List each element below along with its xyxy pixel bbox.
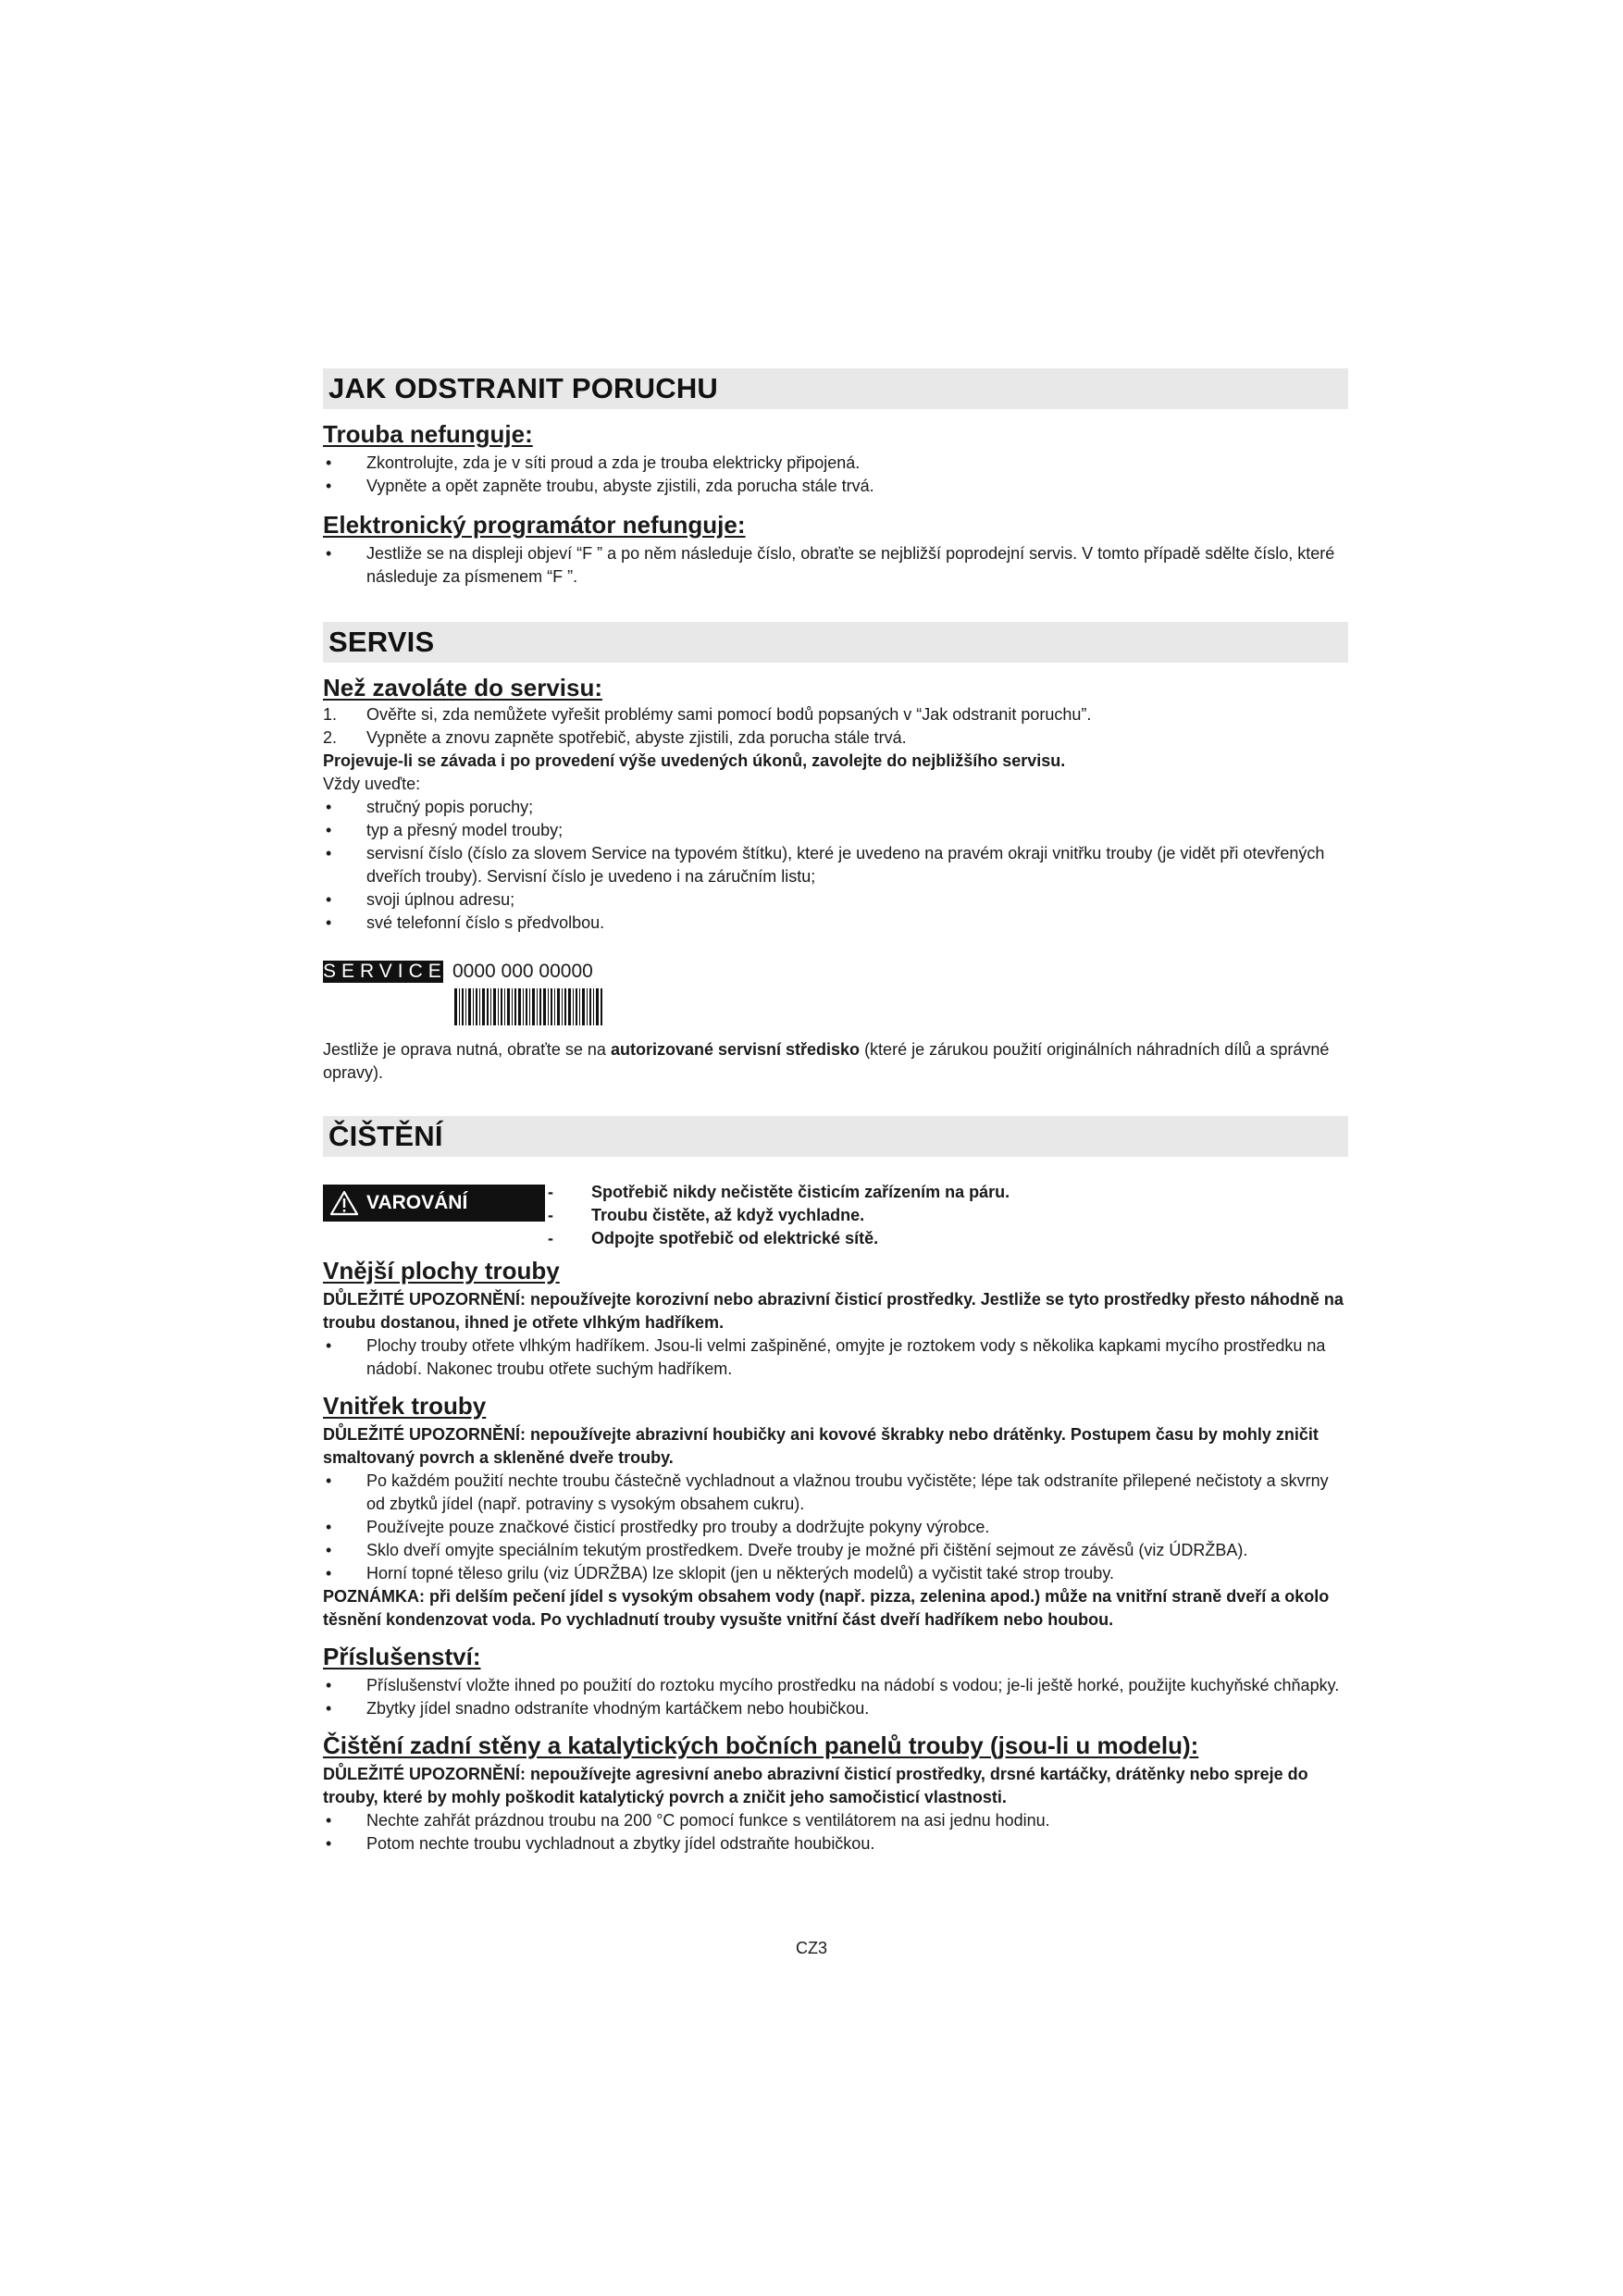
document-page <box>323 368 1348 1855</box>
list-item: • typ a přesný model trouby; <box>323 819 1348 842</box>
page-number: CZ3 <box>795 1939 827 1957</box>
warning-list <box>545 1181 1010 1250</box>
warning-label: VAROVÁNÍ <box>366 1192 468 1213</box>
heading-before-calling-service: Než zavoláte do servisu: <box>323 674 602 701</box>
exterior-important: DŮLEŽITÉ UPOZORNĚNÍ: nepoužívejte korozivní nebo abrazivní čisticí prostředky. Jestliže se tyto prostředky přesto náhodně na troubu dostanou, ihned je otřete vlhkým hadříkem. <box>323 1290 1344 1332</box>
heading-accessories: Příslušenství: <box>323 1643 481 1670</box>
warning-block <box>323 1181 1348 1255</box>
list-item: - Troubu čistěte, až když vychladne. <box>545 1204 1010 1227</box>
heading-oven-not-working: Trouba nefunguje: <box>323 420 533 448</box>
warning-badge <box>323 1185 545 1222</box>
programmer-check-list <box>323 542 1348 589</box>
list-item: 2. Vypněte a znovu zapněte spotřebič, abyste zjistili, zda porucha stále trvá. <box>323 728 907 747</box>
interior-important: DŮLEŽITÉ UPOZORNĚNÍ: nepoužívejte abrazivní houbičky ani kovové škrabky nebo drátěnky. Postupem času by mohly zničit smaltovaný povrch a skleněné dveře trouby. <box>323 1425 1319 1467</box>
list-item: • svoji úplnou adresu; <box>323 888 1348 912</box>
interior-note: POZNÁMKA: při delším pečení jídel s vysokým obsahem vody (např. pizza, zelenina apod.) může na vnitřní straně dveří a okolo těsnění kondenzovat voda. Po vychladnutí trouby vysušte vnitřní část dveří hadříkem nebo houbou. <box>323 1587 1330 1629</box>
service-label: SERVICE <box>323 961 447 982</box>
section-title-cleaning: ČIŠTĚNÍ <box>323 1116 1348 1157</box>
list-item: 1. Ověřte si, zda nemůžete vyřešit problémy sami pomocí bodů popsaných v “Jak odstranit poruchu”. <box>323 705 1092 724</box>
list-item: • Po každém použití nechte troubu částečně vychladnout a vlažnou troubu vyčistěte; lépe tak odstraníte přilepené nečistoty a skvrny od zbytků jídel (např. potraviny s vysokým obsahem cukru). <box>323 1470 1348 1516</box>
heading-catalytic: Čištění zadní stěny a katalytických bočních panelů trouby (jsou-li u modelu): <box>323 1731 1199 1759</box>
catalytic-important: DŮLEŽITÉ UPOZORNĚNÍ: nepoužívejte agresivní anebo abrazivní čisticí prostředky, drsné kartáčky, drátěnky nebo spreje do trouby, které by mohly poškodit katalytický povrch a zničit jeho samočisticí vlastnosti. <box>323 1765 1308 1806</box>
list-item: • servisní číslo (číslo za slovem Service na typovém štítku), které je uvedeno na pravém okraji vnitřku trouby (je vidět při otevřených dveřích trouby). Servisní číslo je uvedeno i na záručním listu; <box>323 842 1348 888</box>
list-item: • své telefonní číslo s předvolbou. <box>323 912 1348 935</box>
list-item: • Příslušenství vložte ihned po použití do roztoku mycího prostředku na nádobí s vodou; je-li ještě horké, použijte kuchyňské chňapky. <box>323 1674 1348 1697</box>
list-item: • Vypněte a opět zapněte troubu, abyste zjistili, zda porucha stále trvá. <box>323 475 1348 498</box>
heading-interior: Vnitřek trouby <box>323 1392 487 1420</box>
section-title-service: SERVIS <box>323 622 1348 663</box>
service-info-list <box>323 796 1348 935</box>
warning-triangle-icon <box>329 1190 359 1216</box>
always-state-label: Vždy uveďte: <box>323 775 421 793</box>
heading-exterior: Vnější plochy trouby <box>323 1257 560 1285</box>
repair-note: Jestliže je oprava nutná, obraťte se na autorizované servisní středisko (které je zárukou použití originálních náhradních dílů a správné opravy). <box>323 1040 1330 1082</box>
service-steps <box>323 703 1348 750</box>
list-item: • Sklo dveří omyjte speciálním tekutým prostředkem. Dveře trouby je možné při čištění sejmout ze závěsů (viz ÚDRŽBA). <box>323 1539 1348 1562</box>
list-item: • Jestliže se na displeji objeví “F ” a po něm následuje číslo, obraťte se nejbližší poprodejní servis. V tomto případě sdělte číslo, které následuje za písmenem “F ”. <box>323 542 1348 589</box>
list-item: • Plochy trouby otřete vlhkým hadříkem. Jsou-li velmi zašpiněné, omyjte je roztokem vody s několika kapkami mycího prostředku na nádobí. Nakonec troubu otřete suchým hadříkem. <box>323 1334 1348 1381</box>
service-number: 0000 000 00000 <box>452 961 593 982</box>
accessories-list <box>323 1674 1348 1720</box>
service-plate <box>323 961 1348 1027</box>
list-item: • Potom nechte troubu vychladnout a zbytky jídel odstraňte houbičkou. <box>323 1832 1348 1855</box>
list-item: • stručný popis poruchy; <box>323 796 1348 819</box>
heading-programmer-not-working: Elektronický programátor nefunguje: <box>323 511 746 539</box>
list-item: - Spotřebič nikdy nečistěte čisticím zařízením na páru. <box>545 1181 1010 1204</box>
list-item: • Horní topné těleso grilu (viz ÚDRŽBA) lze sklopit (jen u některých modelů) a vyčistit také strop trouby. <box>323 1562 1348 1585</box>
oven-check-list <box>323 452 1348 498</box>
interior-list <box>323 1470 1348 1585</box>
service-bold-note: Projevuje-li se závada i po provedení výše uvedených úkonů, zavolejte do nejbližšího servisu. <box>323 751 1066 770</box>
list-item: • Nechte zahřát prázdnou troubu na 200 °C pomocí funkce s ventilátorem na asi jednu hodinu. <box>323 1809 1348 1832</box>
list-item: • Používejte pouze značkové čisticí prostředky pro trouby a dodržujte pokyny výrobce. <box>323 1516 1348 1539</box>
list-item: • Zbytky jídel snadno odstraníte vhodným kartáčkem nebo houbičkou. <box>323 1697 1348 1720</box>
catalytic-list <box>323 1809 1348 1855</box>
section-title-troubleshoot: JAK ODSTRANIT PORUCHU <box>323 368 1348 409</box>
list-item: • Zkontrolujte, zda je v síti proud a zda je trouba elektricky připojená. <box>323 452 1348 475</box>
list-item: - Odpojte spotřebič od elektrické sítě. <box>545 1227 1010 1250</box>
exterior-list <box>323 1334 1348 1381</box>
barcode-icon <box>454 988 602 1025</box>
